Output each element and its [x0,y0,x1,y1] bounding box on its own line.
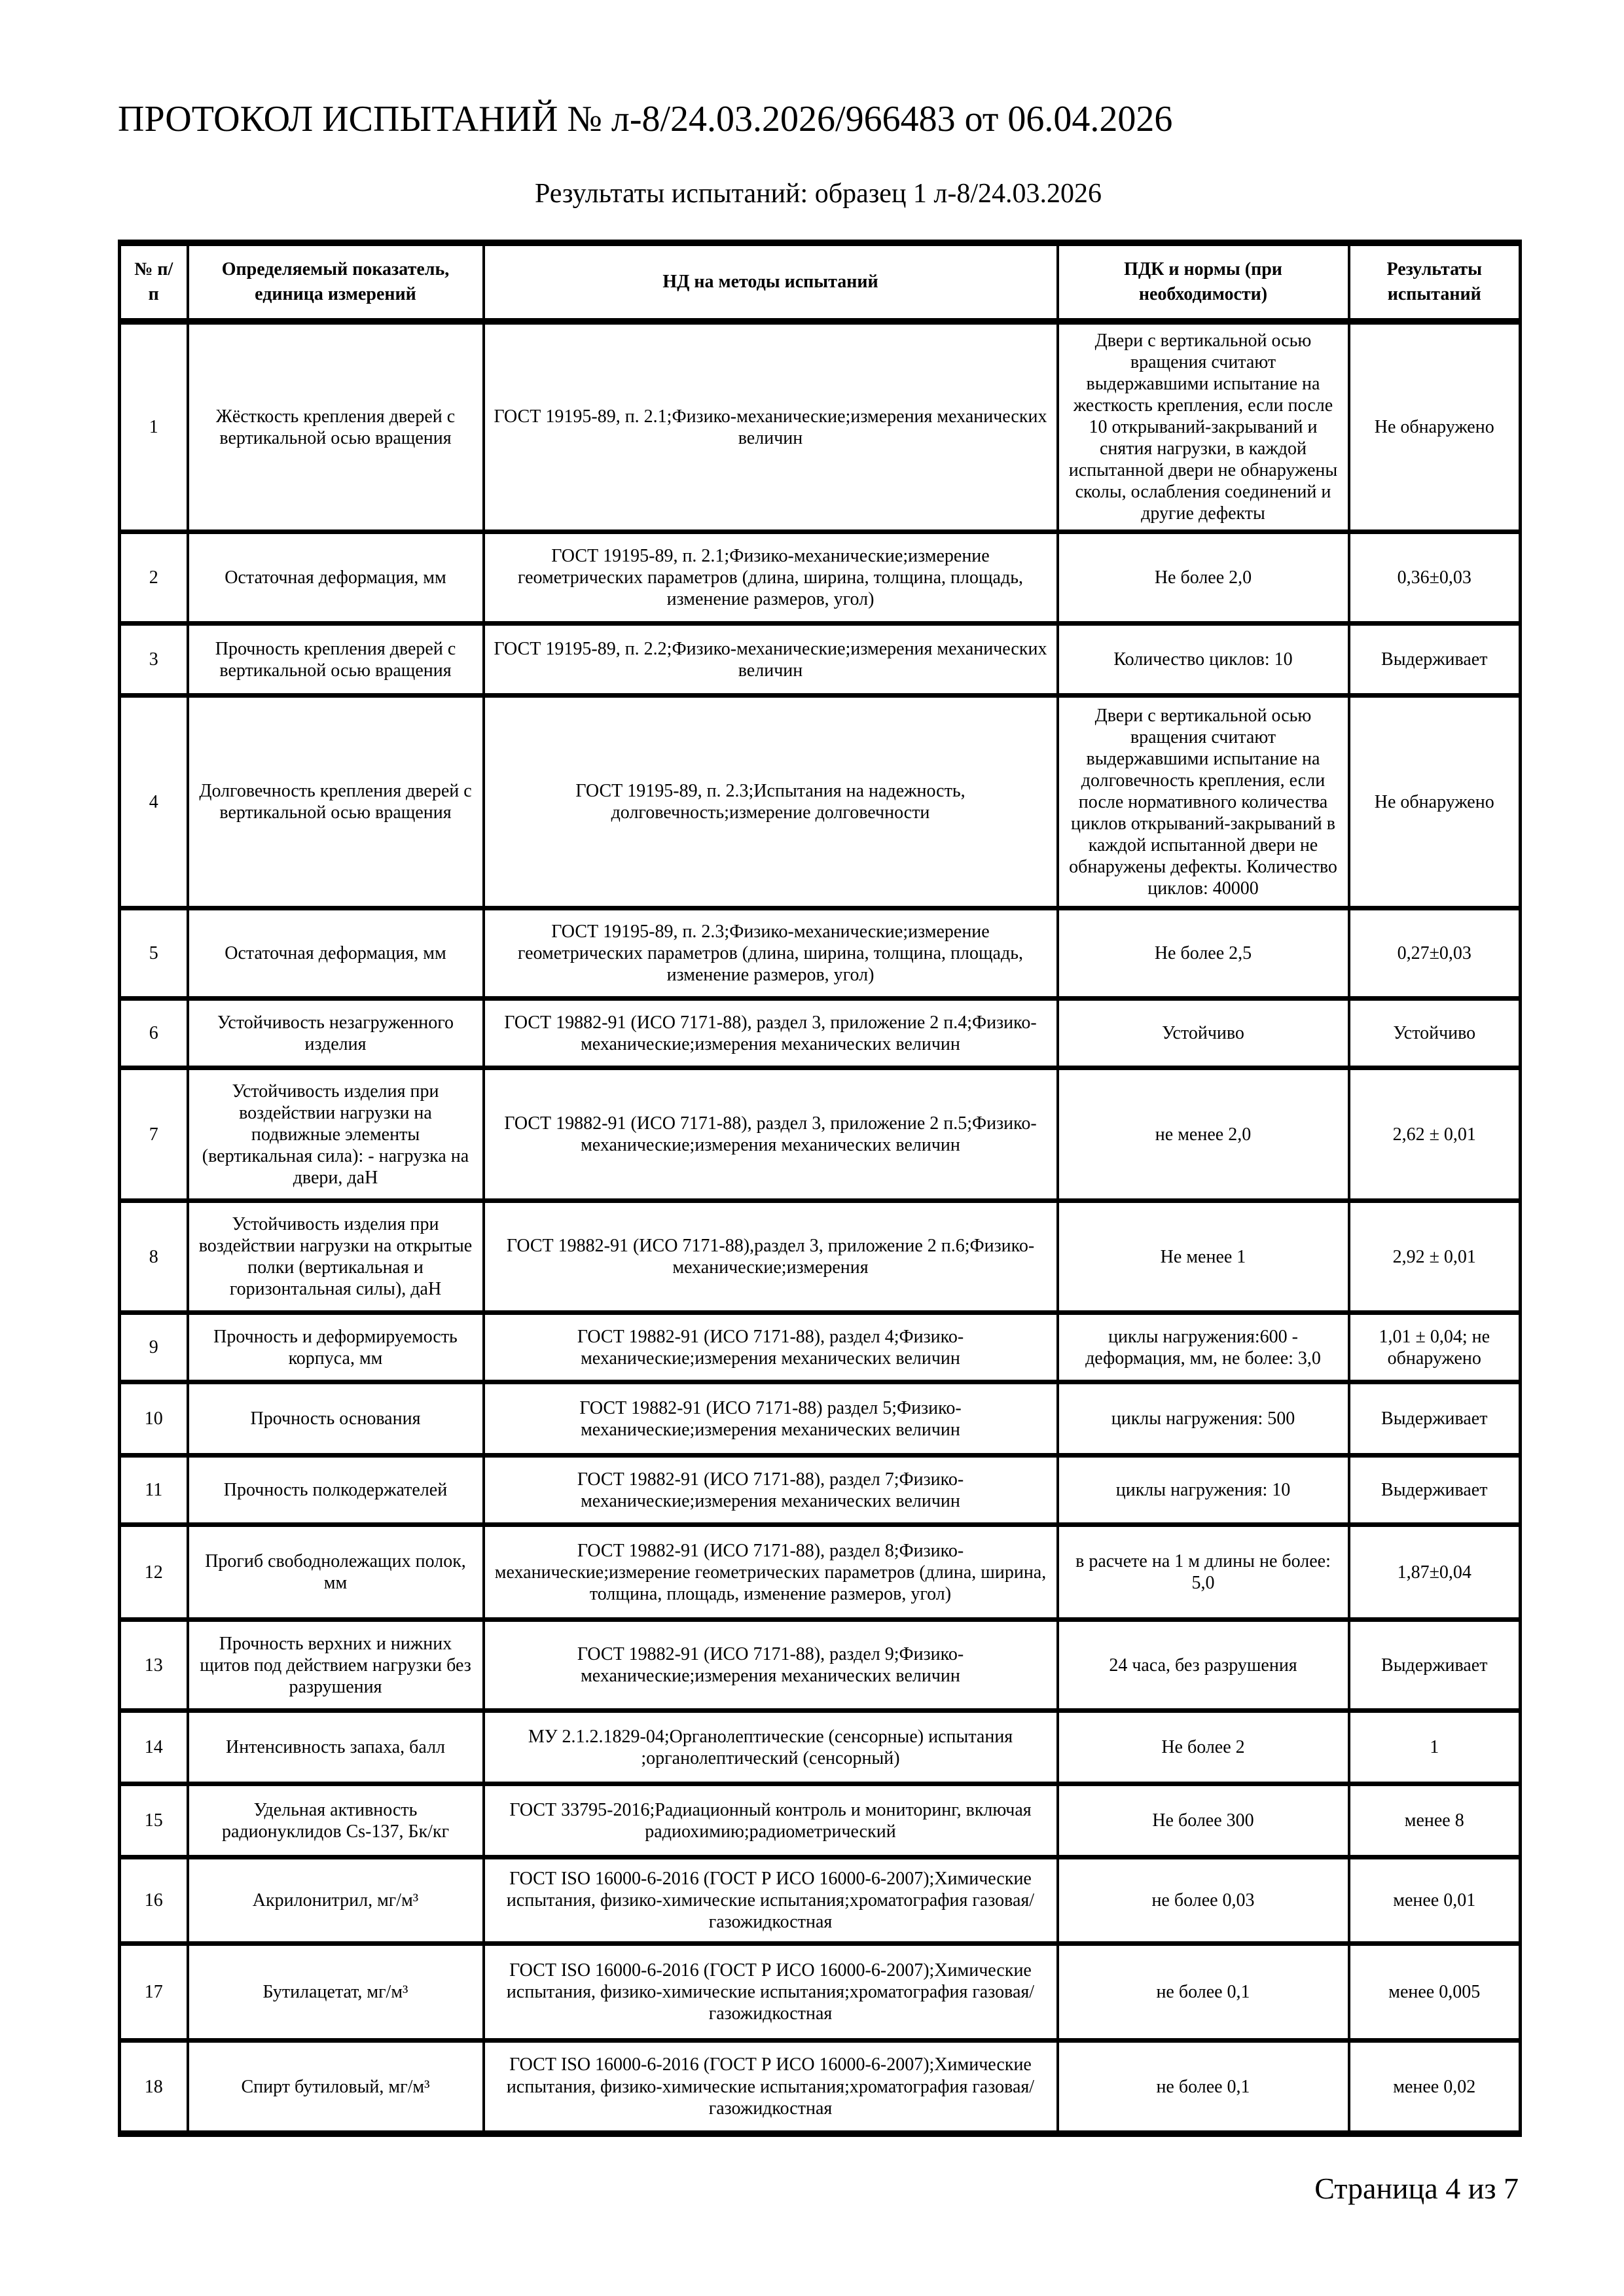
result-cell: 0,27±0,03 [1349,908,1521,999]
row-number-cell: 7 [120,1068,188,1201]
method-cell: ГОСТ 19195-89, п. 2.1;Физико-механические;измерение геометрических параметров (длина, ширина, толщина, площадь, изменение размеров, угол) [484,532,1058,624]
norm-cell: 24 часа, без разрушения [1058,1620,1349,1711]
indicator-cell: Прогиб свободнолежащих полок, мм [188,1525,484,1620]
method-cell: ГОСТ 19882-91 (ИСО 7171-88), раздел 7;Физико-механические;измерения механических величин [484,1456,1058,1525]
page-number: Страница 4 из 7 [1314,2171,1519,2205]
table-row [120,1525,1521,1620]
indicator-cell: Остаточная деформация, мм [188,908,484,999]
indicator-cell: Бутилацетат, мг/м³ [188,1944,484,2041]
table-row [120,999,1521,1068]
indicator-cell: Удельная активность радионуклидов Cs-137, Бк/кг [188,1784,484,1857]
indicator-cell: Прочность верхних и нижних щитов под действием нагрузки без разрушения [188,1620,484,1711]
table-row [120,1711,1521,1784]
result-cell: 1,87±0,04 [1349,1525,1521,1620]
table-row [120,532,1521,624]
method-cell: ГОСТ ISO 16000-6-2016 (ГОСТ Р ИСО 16000-6-2007);Химические испытания, физико-химические испытания;хроматография газовая/газожидкостная [484,1944,1058,2041]
indicator-cell: Прочность полкодержателей [188,1456,484,1525]
method-cell: ГОСТ 19882-91 (ИСО 7171-88) раздел 5;Физико-механические;измерения механических величин [484,1382,1058,1456]
method-cell: ГОСТ 19882-91 (ИСО 7171-88), раздел 9;Физико-механические;измерения механических величин [484,1620,1058,1711]
result-cell: 2,92 ± 0,01 [1349,1201,1521,1313]
indicator-cell: Жёсткость крепления дверей с вертикальной осью вращения [188,321,484,532]
row-number-cell: 10 [120,1382,188,1456]
table-row [120,1313,1521,1382]
row-number-cell: 5 [120,908,188,999]
table-row [120,1784,1521,1857]
norm-cell: Количество циклов: 10 [1058,624,1349,696]
norm-cell: не менее 2,0 [1058,1068,1349,1201]
method-cell: ГОСТ 33795-2016;Радиационный контроль и мониторинг, включая радиохимию;радиометрический [484,1784,1058,1857]
result-cell: 0,36±0,03 [1349,532,1521,624]
norm-cell: Двери с вертикальной осью вращения считают выдержавшими испытание на долговечность крепления, если после нормативного количества циклов открываний-закрываний в каждой испытанной двери не обнаружены дефекты. Количество циклов: 40000 [1058,696,1349,908]
norm-cell: не более 0,03 [1058,1857,1349,1944]
column-header-indicator: Определяемый показатель, единица измерений [188,243,484,321]
column-header-norm: ПДК и нормы (при необходимости) [1058,243,1349,321]
method-cell: ГОСТ 19882-91 (ИСО 7171-88), раздел 8;Физико-механические;измерение геометрических параметров (длина, ширина, толщина, площадь, изменение размеров, угол) [484,1525,1058,1620]
row-number-cell: 4 [120,696,188,908]
column-header-num: № п/п [120,243,188,321]
table-row [120,321,1521,532]
result-cell: Не обнаружено [1349,696,1521,908]
norm-cell: циклы нагружения: 10 [1058,1456,1349,1525]
norm-cell: не более 0,1 [1058,2041,1349,2134]
row-number-cell: 9 [120,1313,188,1382]
method-cell: ГОСТ 19195-89, п. 2.3;Физико-механические;измерение геометрических параметров (длина, ширина, толщина, площадь, изменение размеров, угол) [484,908,1058,999]
norm-cell: Не более 300 [1058,1784,1349,1857]
table-row [120,1944,1521,2041]
result-cell: менее 0,01 [1349,1857,1521,1944]
row-number-cell: 12 [120,1525,188,1620]
indicator-cell: Прочность крепления дверей с вертикальной осью вращения [188,624,484,696]
result-cell: 1,01 ± 0,04; не обнаружено [1349,1313,1521,1382]
norm-cell: Устойчиво [1058,999,1349,1068]
page-title: ПРОТОКОЛ ИСПЫТАНИЙ № л-8/24.03.2026/966483 от 06.04.2026 [118,99,1173,139]
results-table [118,240,1522,2137]
document-page [118,98,1519,2206]
indicator-cell: Интенсивность запаха, балл [188,1711,484,1784]
result-cell: Выдерживает [1349,1456,1521,1525]
results-subtitle: Результаты испытаний: образец 1 л-8/24.03.2026 [534,179,1102,209]
result-cell: Не обнаружено [1349,321,1521,532]
row-number-cell: 17 [120,1944,188,2041]
method-cell: ГОСТ 19882-91 (ИСО 7171-88), раздел 3, приложение 2 п.5;Физико-механические;измерения механических величин [484,1068,1058,1201]
table-row [120,1201,1521,1313]
result-cell: менее 8 [1349,1784,1521,1857]
method-cell: ГОСТ 19195-89, п. 2.3;Испытания на надежность, долговечность;измерение долговечности [484,696,1058,908]
table-row [120,1857,1521,1944]
result-cell: менее 0,005 [1349,1944,1521,2041]
table-row [120,1382,1521,1456]
norm-cell: в расчете на 1 м длины не более: 5,0 [1058,1525,1349,1620]
row-number-cell: 16 [120,1857,188,1944]
row-number-cell: 14 [120,1711,188,1784]
norm-cell: Не менее 1 [1058,1201,1349,1313]
indicator-cell: Прочность и деформируемость корпуса, мм [188,1313,484,1382]
result-cell: Выдерживает [1349,1382,1521,1456]
indicator-cell: Устойчивость изделия при воздействии нагрузки на подвижные элементы (вертикальная сила): - нагрузка на двери, даН [188,1068,484,1201]
row-number-cell: 8 [120,1201,188,1313]
row-number-cell: 1 [120,321,188,532]
table-row [120,624,1521,696]
result-cell: 1 [1349,1711,1521,1784]
indicator-cell: Устойчивость незагруженного изделия [188,999,484,1068]
table-row [120,696,1521,908]
method-cell: МУ 2.1.2.1829-04;Органолептические (сенсорные) испытания ;органолептический (сенсорный) [484,1711,1058,1784]
result-cell: 2,62 ± 0,01 [1349,1068,1521,1201]
norm-cell: циклы нагружения: 500 [1058,1382,1349,1456]
table-row [120,908,1521,999]
table-body [120,321,1521,2134]
result-cell: Выдерживает [1349,624,1521,696]
row-number-cell: 3 [120,624,188,696]
column-header-method: НД на методы испытаний [484,243,1058,321]
norm-cell: Двери с вертикальной осью вращения считают выдержавшими испытание на жесткость крепления, если после 10 открываний-закрываний и снятия нагрузки, в каждой испытанной двери не обнаружены сколы, ослабления соединений и другие дефекты [1058,321,1349,532]
table-header-row [120,243,1521,321]
indicator-cell: Устойчивость изделия при воздействии нагрузки на открытые полки (вертикальная и горизонтальная силы), даН [188,1201,484,1313]
table-row [120,1456,1521,1525]
table-row [120,2041,1521,2134]
result-cell: менее 0,02 [1349,2041,1521,2134]
method-cell: ГОСТ 19882-91 (ИСО 7171-88), раздел 3, приложение 2 п.4;Физико-механические;измерения механических величин [484,999,1058,1068]
norm-cell: Не более 2,5 [1058,908,1349,999]
method-cell: ГОСТ 19195-89, п. 2.1;Физико-механические;измерения механических величин [484,321,1058,532]
row-number-cell: 2 [120,532,188,624]
norm-cell: не более 0,1 [1058,1944,1349,2041]
row-number-cell: 13 [120,1620,188,1711]
method-cell: ГОСТ 19195-89, п. 2.2;Физико-механические;измерения механических величин [484,624,1058,696]
row-number-cell: 11 [120,1456,188,1525]
norm-cell: циклы нагружения:600 - деформация, мм, не более: 3,0 [1058,1313,1349,1382]
row-number-cell: 18 [120,2041,188,2134]
method-cell: ГОСТ ISO 16000-6-2016 (ГОСТ Р ИСО 16000-6-2007);Химические испытания, физико-химические испытания;хроматография газовая/газожидкостная [484,2041,1058,2134]
row-number-cell: 6 [120,999,188,1068]
indicator-cell: Прочность основания [188,1382,484,1456]
indicator-cell: Акрилонитрил, мг/м³ [188,1857,484,1944]
indicator-cell: Остаточная деформация, мм [188,532,484,624]
method-cell: ГОСТ 19882-91 (ИСО 7171-88),раздел 3, приложение 2 п.6;Физико-механические;измерения [484,1201,1058,1313]
result-cell: Выдерживает [1349,1620,1521,1711]
indicator-cell: Долговечность крепления дверей с вертикальной осью вращения [188,696,484,908]
table-row [120,1620,1521,1711]
table-row [120,1068,1521,1201]
method-cell: ГОСТ 19882-91 (ИСО 7171-88), раздел 4;Физико-механические;измерения механических величин [484,1313,1058,1382]
norm-cell: Не более 2 [1058,1711,1349,1784]
norm-cell: Не более 2,0 [1058,532,1349,624]
column-header-result: Результаты испытаний [1349,243,1521,321]
indicator-cell: Спирт бутиловый, мг/м³ [188,2041,484,2134]
row-number-cell: 15 [120,1784,188,1857]
method-cell: ГОСТ ISO 16000-6-2016 (ГОСТ Р ИСО 16000-6-2007);Химические испытания, физико-химические испытания;хроматография газовая/газожидкостная [484,1857,1058,1944]
result-cell: Устойчиво [1349,999,1521,1068]
